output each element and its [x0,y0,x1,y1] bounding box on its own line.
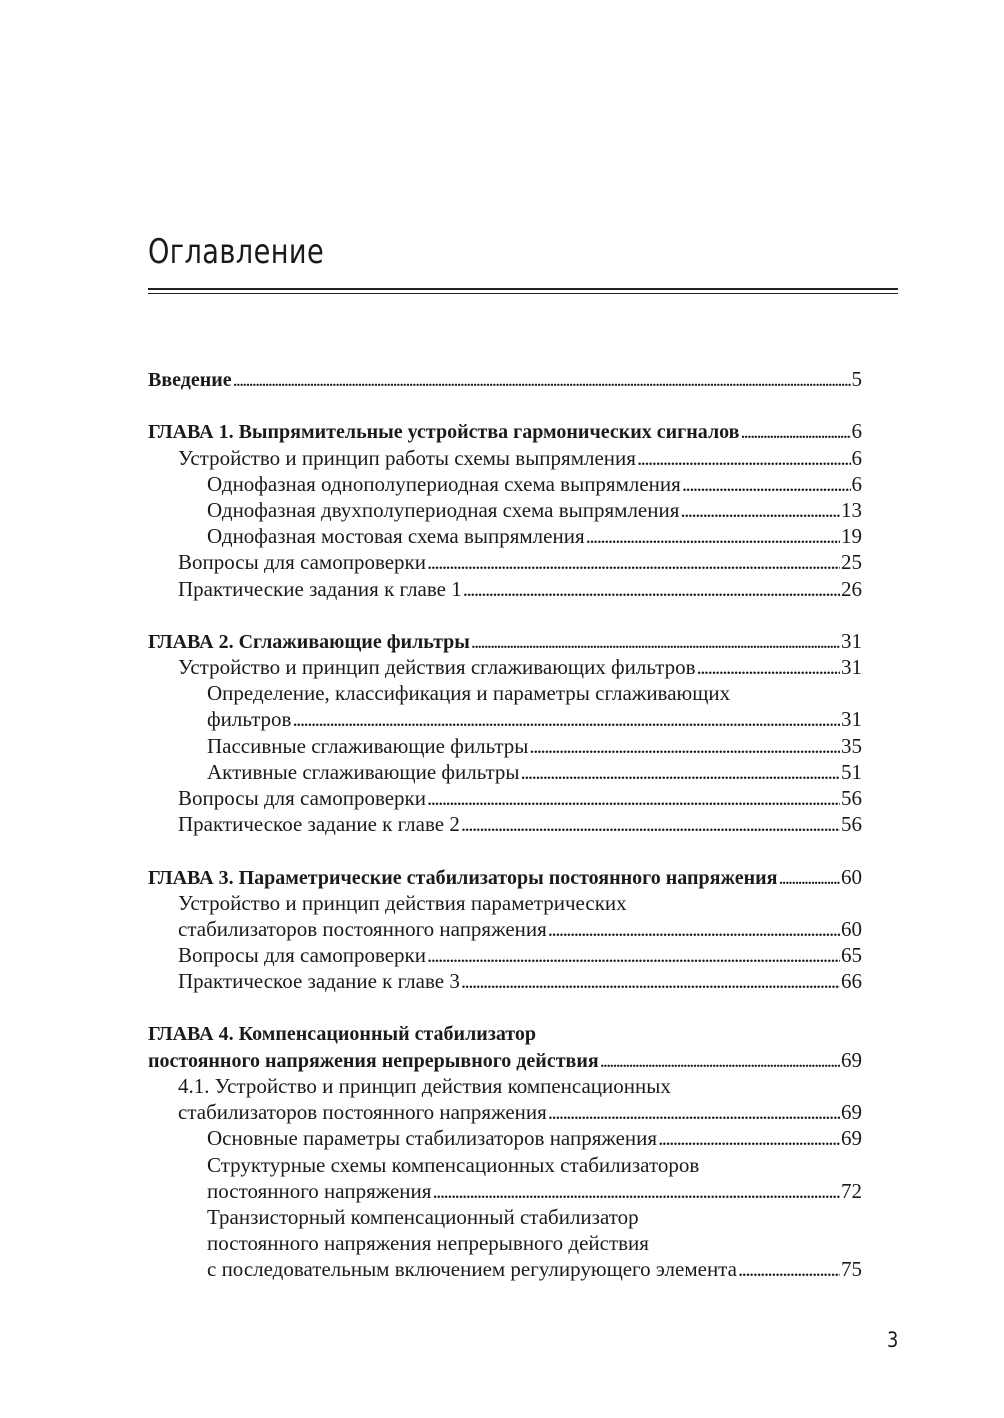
toc-page-number: 31 [841,707,862,732]
leader-dots [461,811,840,837]
leader-dots [697,654,840,680]
toc-page-number: 51 [841,759,862,784]
toc-entry-wrapped-line[interactable]: Устройство и принцип действия параметрических [178,890,627,915]
toc-page-number: 65 [841,943,862,968]
toc-entry[interactable]: стабилизаторов постоянного напряжения . . . 69 [148,1099,862,1125]
toc-page-number: 56 [841,786,862,810]
page-title: Оглавление [148,232,325,272]
leader-dots [778,865,840,891]
leader-dots [586,523,840,549]
toc-entry-chapter-3[interactable]: ГЛАВА 3. Параметрические стабилизаторы постоянного напряжения . . . 60 [148,864,862,890]
title-rule-thick [148,288,898,290]
leader-dots [738,1256,840,1282]
toc-entry-wrapped-line[interactable]: 4.1. Устройство и принцип действия компенсационных [178,1074,671,1099]
toc-entry-chapter-2[interactable]: ГЛАВА 2. Сглаживающие фильтры . . . 31 [148,628,862,654]
toc-entry-introduction[interactable]: Введение . . . 5 [148,366,862,392]
toc-entry[interactable]: Однофазная мостовая схема выпрямления . . . 19 [148,523,862,549]
toc-entry-chapter-1[interactable]: ГЛАВА 1. Выпрямительные устройства гармонических сигналов . . . 6 [148,418,862,444]
page-number: 3 [886,1328,898,1352]
toc-page-number: 25 [841,550,862,575]
toc-entry[interactable]: Основные параметры стабилизаторов напряжения . . . 69 [148,1125,862,1151]
leader-dots [427,549,840,575]
toc-entry[interactable]: Вопросы для самопроверки . . . 65 [148,942,862,968]
toc-entry[interactable]: Пассивные сглаживающие фильтры . . . 35 [148,733,862,759]
toc-page-number: 69 [841,1100,862,1125]
leader-dots [471,629,840,655]
toc-entry[interactable]: Однофазная двухполупериодная схема выпрямления . . . 13 [148,497,862,523]
toc-entry[interactable]: стабилизаторов постоянного напряжения . . . 60 [148,916,862,942]
toc-entry-chapter-4-wrapped-line[interactable]: ГЛАВА 4. Компенсационный стабилизатор [148,1022,537,1045]
leader-dots [548,916,840,942]
toc-page-number: 69 [841,1126,862,1151]
toc-page-number: 19 [841,524,862,549]
leader-dots [658,1125,840,1151]
leader-dots [432,1178,840,1204]
toc-entry[interactable]: с последовательным включением регулирующего элемента . . . 75 [148,1256,862,1282]
leader-dots [427,942,840,968]
toc-page-number: 6 [851,471,862,496]
toc-entry[interactable]: постоянного напряжения . . . 72 [148,1178,862,1204]
toc-entry[interactable]: Устройство и принцип действия сглаживающих фильтров . . . 31 [148,654,862,680]
toc-entry-wrapped-line[interactable]: Определение, классификация и параметры сглаживающих [207,681,731,706]
leader-dots [740,419,850,445]
toc-entry[interactable]: Активные сглаживающие фильтры . . . 51 [148,759,862,785]
leader-dots [637,445,851,471]
leader-dots [680,497,840,523]
toc-entry[interactable]: Однофазная однополупериодная схема выпрямления . . . 6 [148,471,862,497]
leader-dots [529,733,840,759]
toc-page-number: 6 [851,445,862,470]
toc-page-number: 6 [851,419,862,444]
leader-dots [292,706,840,732]
leader-dots [461,968,840,994]
toc-page-number: 56 [841,812,862,837]
toc-page-number: 31 [841,655,862,680]
leader-dots [427,785,840,811]
toc-entry[interactable]: Вопросы для самопроверки . . . 25 [148,549,862,575]
toc-page-number: 69 [841,1047,862,1072]
toc-entry-wrapped-line[interactable]: постоянного напряжения непрерывного действия [207,1231,649,1256]
toc-page-number: 66 [841,969,862,994]
toc-entry[interactable]: Вопросы для самопроверки . . . 56 [148,785,862,811]
toc-page-number: 35 [841,733,862,758]
toc-page-number: 26 [841,576,862,601]
toc-page-number: 13 [841,497,862,522]
toc-page-number: 60 [841,864,862,889]
toc-page-number: 72 [841,1178,862,1203]
toc-page-number: 31 [841,628,862,653]
toc-entry[interactable]: Практические задания к главе 1 . . . 26 [148,576,862,602]
toc-entry-wrapped-line[interactable]: Структурные схемы компенсационных стабилизаторов [207,1152,700,1177]
toc-entry[interactable]: Устройство и принцип работы схемы выпрямления . . . 6 [148,445,862,471]
toc-entry[interactable]: фильтров . . . 31 [148,706,862,732]
toc-page-number: 75 [841,1257,862,1282]
leader-dots [233,367,851,393]
toc-entry[interactable]: Практическое задание к главе 2 . . . 56 [148,811,862,837]
leader-dots [521,759,840,785]
leader-dots [463,576,840,602]
leader-dots [682,471,851,497]
toc-entry-chapter-4[interactable]: постоянного напряжения непрерывного действия . . . 69 [148,1047,862,1073]
title-rule-thin [148,293,898,294]
leader-dots [600,1048,840,1074]
leader-dots [548,1099,840,1125]
table-of-contents [148,366,862,1283]
toc-entry[interactable]: Практическое задание к главе 3 . . . 66 [148,968,862,994]
toc-page-number: 5 [851,367,862,391]
toc-page-number: 60 [841,916,862,941]
toc-entry-wrapped-line[interactable]: Транзисторный компенсационный стабилизатор [207,1205,639,1229]
